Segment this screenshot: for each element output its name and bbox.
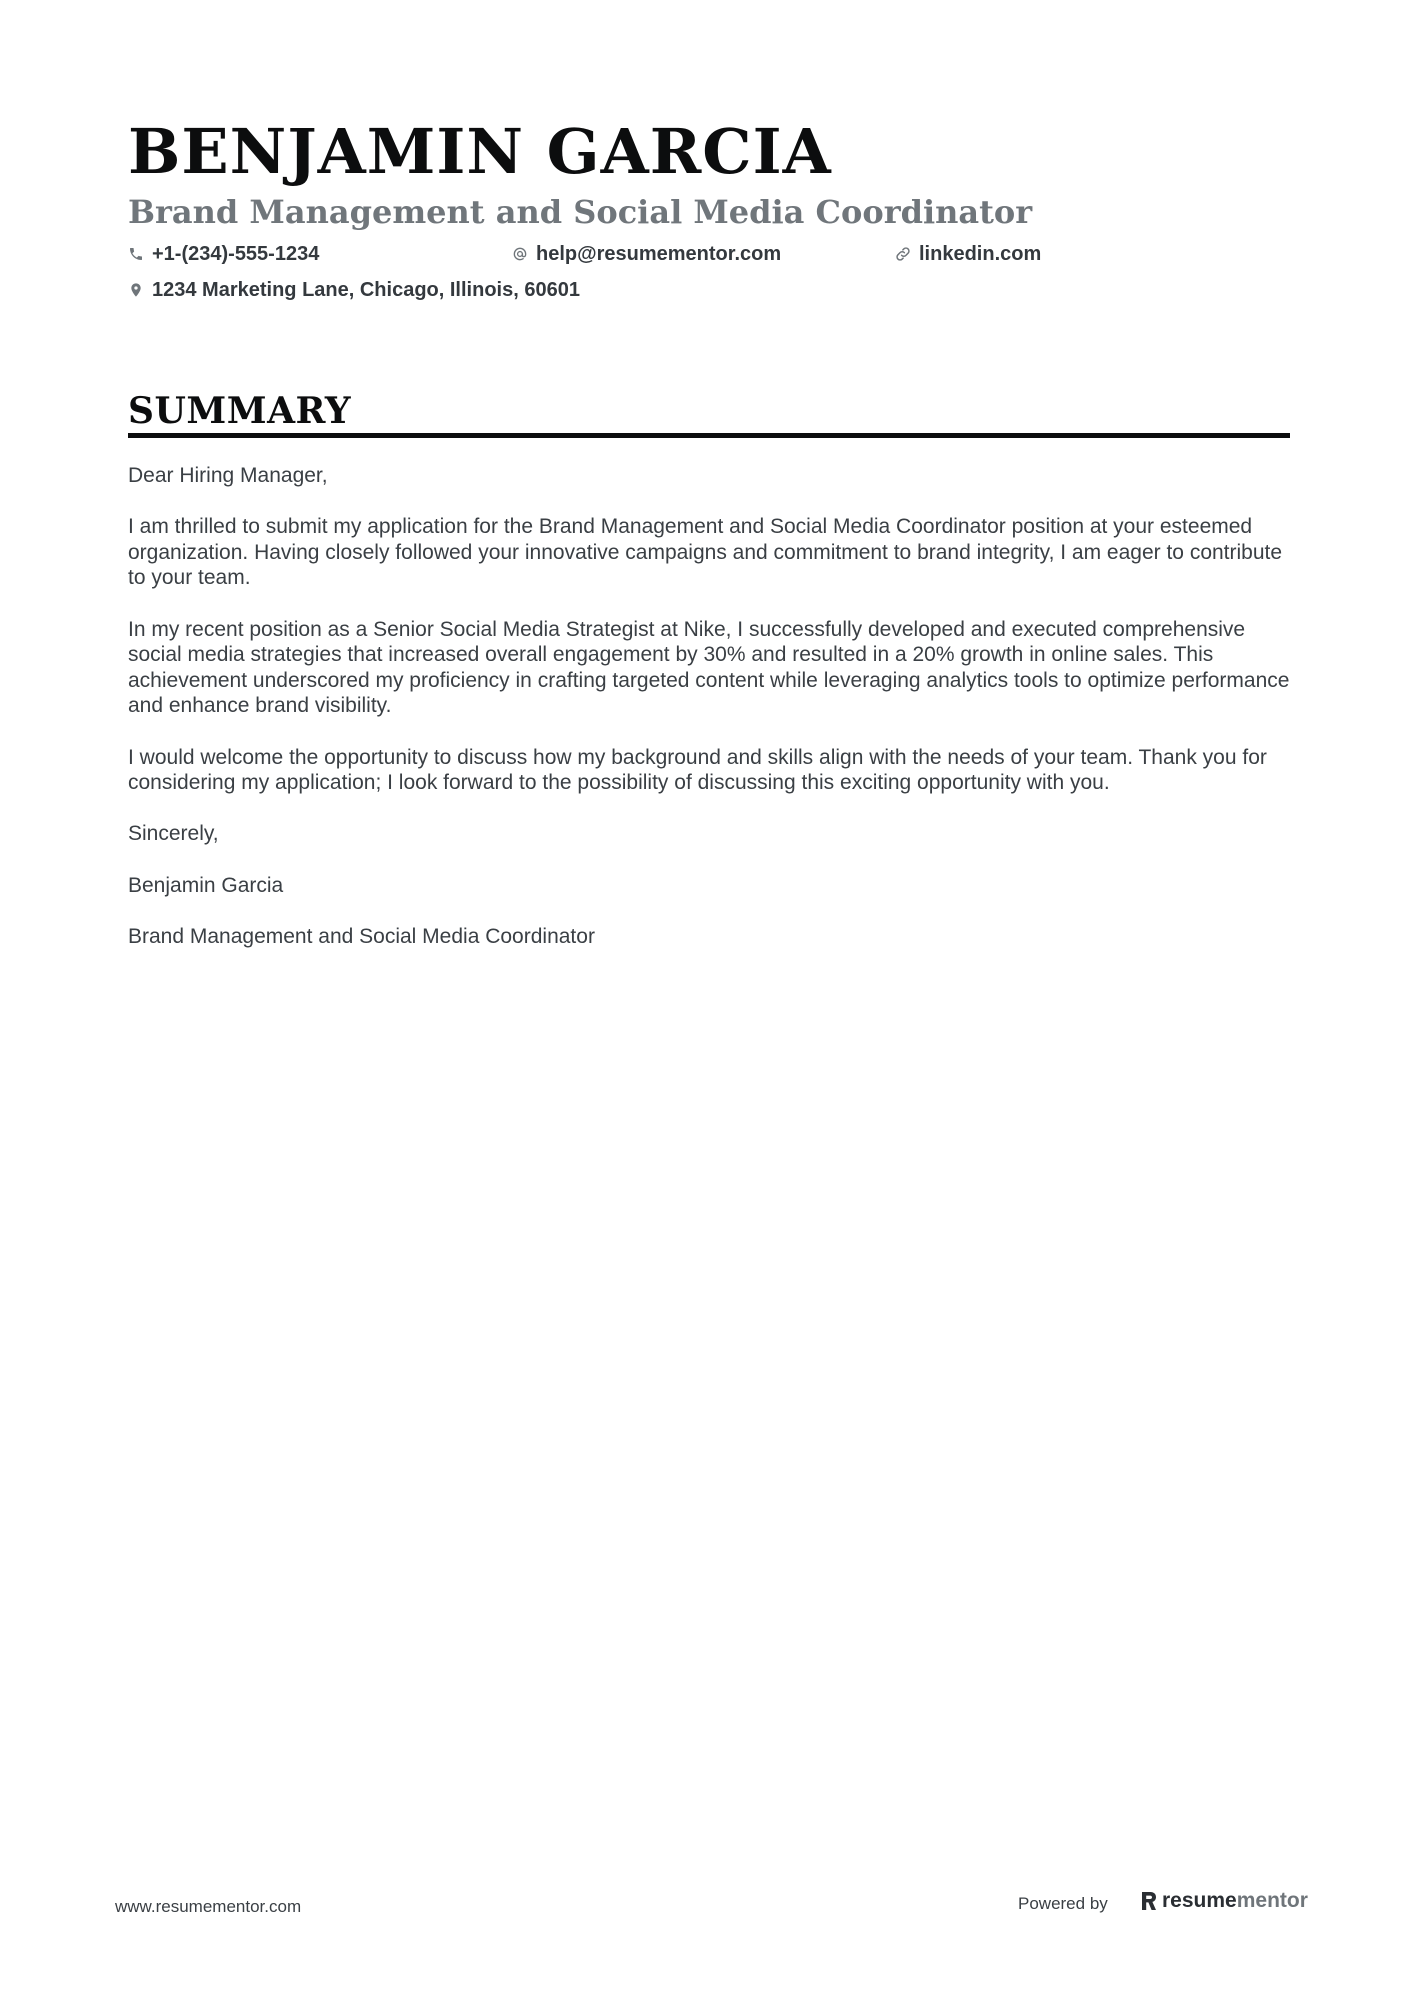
paragraph-experience: In my recent position as a Senior Social Media Strategist at Nike, I successfully developed and executed comprehensive social media strategies that increased overall engagement by 30% and resulted in a 20% growth in online sales. This achievement underscored my proficiency in crafting targeted content while leveraging analytics tools to optimize performance and enhance brand visibility. <box>128 617 1290 718</box>
paragraph-closing: I would welcome the opportunity to discuss how my background and skills align with the needs of your team. Thank you for considering my application; I look forward to the possibility of discussing this exciting opportunity with you. <box>128 745 1267 795</box>
signature-title: Brand Management and Social Media Coordinator <box>128 924 595 948</box>
address-value: 1234 Marketing Lane, Chicago, Illinois, 60601 <box>152 279 580 301</box>
footer-powered-by: Powered by <box>1018 1894 1108 1913</box>
email-value: help@resumementor.com <box>536 243 782 265</box>
phone-value: +1-(234)-555-1234 <box>152 243 320 265</box>
brand-text-mentor: mentor <box>1236 1889 1308 1912</box>
candidate-name: BENJAMIN GARCIA <box>128 115 832 188</box>
at-icon <box>512 246 528 262</box>
candidate-title: Brand Management and Social Media Coordinator <box>128 193 1033 231</box>
contact-phone <box>128 241 319 267</box>
phone-icon <box>128 246 144 262</box>
linkedin-value: linkedin.com <box>919 243 1042 265</box>
paragraph-intro: I am thrilled to submit my application for the Brand Management and Social Media Coordinator position at your esteemed organization. Having closely followed your innovative campaigns and commitment to brand integrity, I am eager to contribute to your team. <box>128 515 1283 590</box>
sign-off: Sincerely, <box>128 822 219 846</box>
contact-email <box>512 241 781 267</box>
location-pin-icon <box>128 282 144 298</box>
section-divider <box>128 433 1290 438</box>
footer-website: www.resumementor.com <box>115 1897 302 1916</box>
resumementor-logo-icon <box>1140 1890 1158 1912</box>
resumementor-logo <box>1140 1888 1308 1914</box>
letter-body <box>128 463 1290 975</box>
contact-linkedin <box>895 241 1041 267</box>
contact-address <box>128 277 580 303</box>
summary-heading: SUMMARY <box>128 390 352 432</box>
greeting: Dear Hiring Manager, <box>128 464 328 487</box>
link-icon <box>895 246 911 262</box>
brand-text-resume: resume <box>1162 1889 1237 1912</box>
signature-name: Benjamin Garcia <box>128 873 284 897</box>
